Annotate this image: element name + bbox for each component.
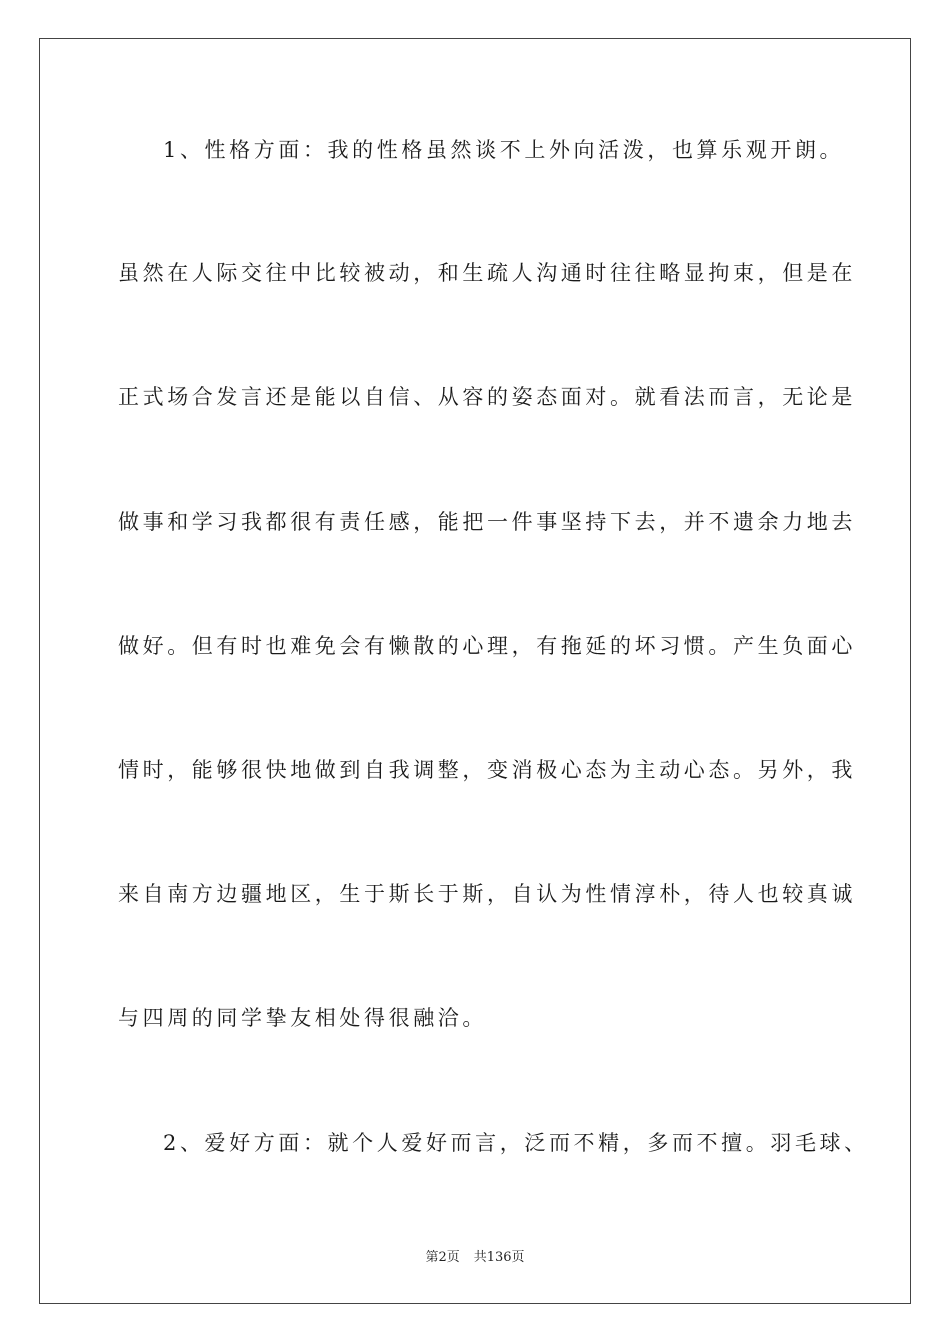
paragraph-1-line-8: 与四周的同学挚友相处得很融洽。 [118, 1006, 487, 1030]
page-footer [0, 1246, 950, 1265]
page-total: 共136页 [473, 1250, 525, 1265]
paragraph-1-line-2: 虽然在人际交往中比较被动，和生疏人沟通时往往略显拘束，但是在 [118, 261, 856, 285]
paragraph-2-line-1: 2、爱好方面：就个人爱好而言，泛而不精，多而不擅。羽毛球、 [163, 1131, 869, 1155]
paragraph-1-line-5: 做好。但有时也难免会有懒散的心理，有拖延的坏习惯。产生负面心 [118, 634, 856, 658]
paragraph-1-line-7: 来自南方边疆地区，生于斯长于斯，自认为性情淳朴，待人也较真诚 [118, 882, 856, 906]
page-number: 第2页 [425, 1250, 460, 1265]
paragraph-1-line-6: 情时，能够很快地做到自我调整，变消极心态为主动心态。另外，我 [118, 758, 856, 782]
paragraph-1-line-4: 做事和学习我都很有责任感，能把一件事坚持下去，并不遗余力地去 [118, 510, 856, 534]
paragraph-1-line-3: 正式场合发言还是能以自信、从容的姿态面对。就看法而言，无论是 [118, 385, 856, 409]
paragraph-1-line-1: 1、性格方面：我的性格虽然谈不上外向活泼，也算乐观开朗。 [163, 138, 845, 162]
page-border [39, 38, 911, 1304]
